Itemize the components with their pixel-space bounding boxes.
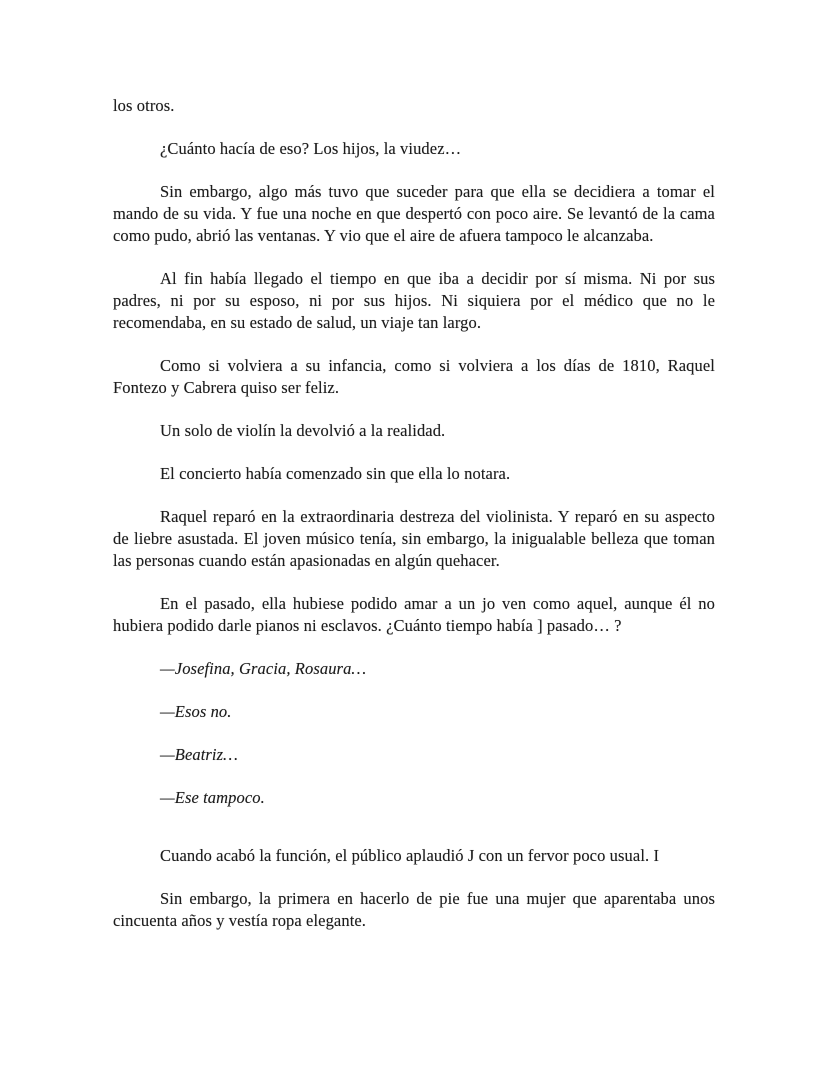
body-paragraph: Cuando acabó la función, el público aplaudió J con un fervor poco usual. I xyxy=(160,846,660,865)
body-paragraph: Sin embargo, la primera en hacerlo de pie fue una mujer que aparentaba unos cincuenta años y vestía ropa elegante. xyxy=(113,889,715,930)
body-paragraph: Como si volviera a su infancia, como si volviera a los días de 1810, Raquel Fontezo y Cabrera quiso ser feliz. xyxy=(113,356,715,397)
dialogue-line: —Esos no. xyxy=(160,702,232,721)
body-paragraph: Un solo de violín la devolvió a la realidad. xyxy=(160,421,446,440)
body-paragraph: Sin embargo, algo más tuvo que suceder para que ella se decidiera a tomar el mando de su vida. Y fue una noche en que despertó con poco aire. Se levantó de la cama como pudo, abrió las ventanas. Y vio que el aire de afuera tampoco le alcanzaba. xyxy=(113,182,715,245)
body-paragraph: Al fin había llegado el tiempo en que iba a decidir por sí misma. Ni por sus padres, ni por su esposo, ni por sus hijos. Ni siquiera por el médico que no le recomendaba, en su estado de salud, un viaje tan largo. xyxy=(113,269,715,332)
body-paragraph: Raquel reparó en la extraordinaria destreza del violinista. Y reparó en su aspecto de liebre asustada. El joven músico tenía, sin embargo, la inigualable belleza que toman las personas cuando están apasionadas en algún quehacer. xyxy=(113,507,715,570)
body-paragraph: El concierto había comenzado sin que ella lo notara. xyxy=(160,464,511,483)
body-paragraph: ¿Cuánto hacía de eso? Los hijos, la viudez… xyxy=(160,139,462,158)
dialogue-line: —Josefina, Gracia, Rosaura… xyxy=(160,659,367,678)
dialogue-line: —Beatriz… xyxy=(160,745,238,764)
page-text-block xyxy=(113,95,715,953)
body-paragraph: En el pasado, ella hubiese podido amar a un jo ven como aquel, aunque él no hubiera podido darle pianos ni esclavos. ¿Cuánto tiempo había ] pasado… ? xyxy=(113,594,715,635)
dialogue-line: —Ese tampoco. xyxy=(160,788,265,807)
body-paragraph: los otros. xyxy=(113,96,175,115)
